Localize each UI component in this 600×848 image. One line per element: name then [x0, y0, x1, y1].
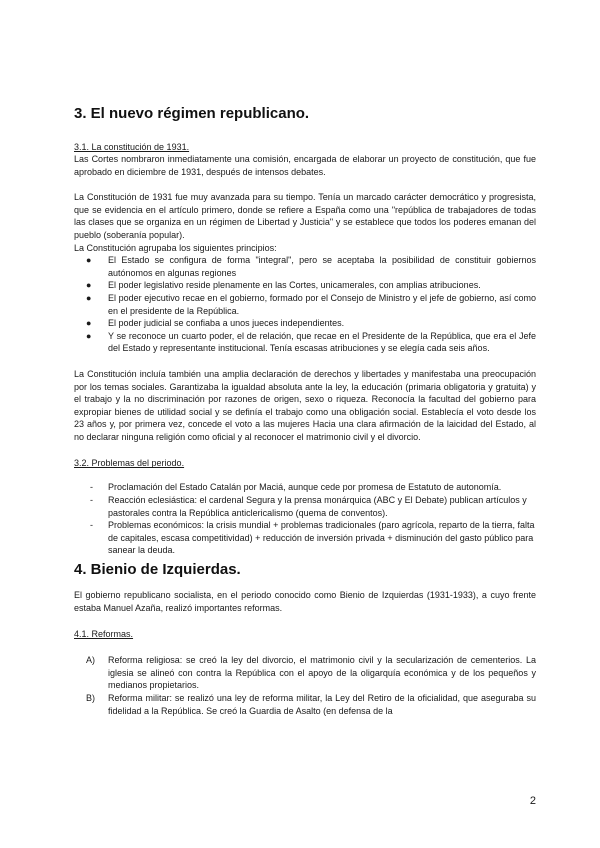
- bullet-marker: ●: [86, 330, 92, 341]
- bullet-marker: ●: [86, 292, 92, 303]
- paragraph: La Constitución de 1931 fue muy avanzada para su tiempo. Tenía un marcado carácter democrático y progresista, que se evidencia en el artículo primero, donde se refiere a España como una "república de trabajadores de todas las clases que se organiza en un régimen de Libertad y Justicia" y se establece que todos los poderes emanan del pueblo (soberanía popular).: [74, 192, 536, 240]
- paragraph: La Constitución agrupaba los siguientes principios:: [74, 242, 277, 253]
- dash-marker: -: [90, 482, 93, 493]
- list-item: [74, 481, 536, 494]
- dash-marker: -: [90, 520, 93, 531]
- list-item-text: El poder judicial se confiaba a unos jueces independientes.: [108, 318, 345, 329]
- list-item: [74, 654, 536, 692]
- principles-list: [74, 254, 536, 355]
- list-item-text: El poder legislativo reside plenamente en las Cortes, unicamerales, con amplias atribuciones.: [108, 280, 481, 291]
- list-item: [74, 279, 536, 292]
- list-item: [74, 330, 536, 355]
- list-item-text: El poder ejecutivo recae en el gobierno, formado por el Consejo de Ministro y el jefe de gobierno, así como en el presidente de la República.: [108, 292, 536, 316]
- list-item-text: Proclamación del Estado Catalán por Maciá, aunque cede por promesa de Estatuto de autonomía.: [108, 482, 502, 493]
- list-marker: A): [86, 655, 95, 666]
- list-item: [74, 317, 536, 330]
- list-item-text: Reforma militar: se realizó una ley de reforma militar, la Ley del Retiro de la oficialidad, que aseguraba su fidelidad a la República. Se creó la Guardia de Asalto (en defensa de la: [108, 693, 536, 716]
- subsection-3-1-heading: 3.1. La constitución de 1931.: [74, 142, 190, 152]
- paragraph: Las Cortes nombraron inmediatamente una comisión, encargada de elaborar un proyecto de constitución, que fue aprobado en diciembre de 1931, después de intensos debates.: [74, 154, 536, 177]
- paragraph: La Constitución incluía también una amplia declaración de derechos y libertades y manifestaba una preocupación por los temas sociales. Garantizaba la igualdad absoluta ante la ley, la educación (primaria obligatoria y gratuita) y el trabajo y la no discriminación por razones de origen, sexo o riqueza. Reconocía la facultad del gobierno para expropiar bienes de utilidad social y se definía el trabajo como una obligación social. Establecía el voto desde los 23 años y, por primera vez, concede el voto a las mujeres Hacia una clara afirmación de la laicidad del Estado, al no declarar ninguna religión como oficial y al reconocer el matrimonio civil y el divorcio.: [74, 368, 536, 442]
- page-content: [74, 105, 536, 717]
- list-item-text: El Estado se configura de forma "integral", pero se aceptaba la posibilidad de constituir gobiernos autónomos en algunas regiones: [108, 255, 536, 278]
- subsection-4-1-heading: 4.1. Reformas.: [74, 629, 134, 640]
- list-item: [74, 692, 536, 717]
- list-item-text: Reforma religiosa: se creó la ley del divorcio, el matrimonio civil y la secularización de cementerios. La iglesia se alineó con contra la República con el apoyo de la oligarquía económica y de los pequeños y medianos propietarios.: [108, 655, 536, 691]
- page-number: 2: [529, 795, 536, 807]
- dash-marker: -: [90, 495, 93, 506]
- bullet-marker: ●: [86, 280, 92, 291]
- list-item: [74, 519, 536, 557]
- section-4-heading: 4. Bienio de Izquierdas.: [74, 561, 241, 579]
- list-marker: B): [86, 693, 95, 703]
- paragraph: El gobierno republicano socialista, en el periodo conocido como Bienio de Izquierdas (1931-1933), a cuyo frente estaba Manuel Azaña, realizó importantes reformas.: [74, 590, 536, 613]
- section-3-heading: 3. El nuevo régimen republicano.: [74, 105, 310, 122]
- bullet-marker: ●: [86, 255, 92, 266]
- list-item-text: Reacción eclesiástica: el cardenal Segura y la prensa monárquica (ABC y El Debate) publican artículos y pastorales contra la República anticlericalismo (quema de conventos).: [108, 495, 527, 518]
- list-item: [74, 292, 536, 317]
- subsection-3-2-heading: 3.2. Problemas del periodo.: [74, 458, 185, 469]
- list-item: [74, 254, 536, 279]
- list-item: [74, 494, 536, 519]
- problems-list: [74, 481, 536, 557]
- list-item-text: Problemas económicos: la crisis mundial + problemas tradicionales (paro agrícola, reparto de la tierra, falta de capitales, escasa competitividad) + reducción de inversión privada + disminución del gasto público para sanear la deuda.: [108, 520, 535, 556]
- reforms-list: [74, 654, 536, 717]
- bullet-marker: ●: [86, 318, 92, 329]
- list-item-text: Y se reconoce un cuarto poder, el de relación, que recae en el Presidente de la República, que era el Jefe del Estado y representante institucional. Tenía escasas atribuciones y se elegía cada seis años.: [108, 330, 536, 354]
